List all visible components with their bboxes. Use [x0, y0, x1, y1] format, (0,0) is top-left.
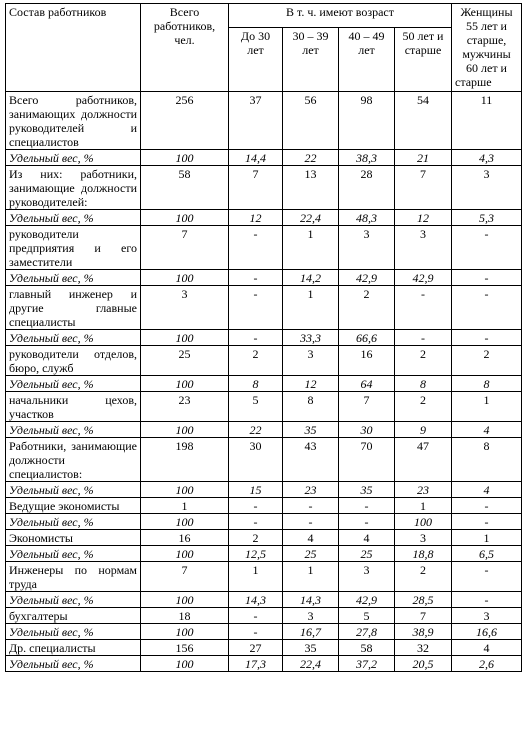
- cell-under-30: -: [229, 498, 283, 514]
- cell-under-30: 37: [229, 92, 283, 150]
- share-row: [6, 546, 522, 562]
- cell-30-39: 35: [283, 640, 339, 656]
- row-label: Удельный вес, %: [6, 624, 141, 640]
- row-label: Удельный вес, %: [6, 210, 141, 226]
- row-label: Работники, занимающие должности специалистов:: [6, 438, 141, 482]
- row-label: Ведущие экономисты: [6, 498, 141, 514]
- cell-women-men: -: [452, 592, 522, 608]
- cell-50-plus: 3: [395, 530, 452, 546]
- cell-women-men: -: [452, 514, 522, 530]
- table-row: [6, 226, 522, 270]
- cell-30-39: 14,3: [283, 592, 339, 608]
- header-total: Всего работников, чел.: [141, 4, 229, 92]
- table-row: [6, 530, 522, 546]
- cell-total: 1: [141, 498, 229, 514]
- cell-50-plus: 2: [395, 392, 452, 422]
- cell-total: 100: [141, 592, 229, 608]
- cell-50-plus: 2: [395, 562, 452, 592]
- cell-total: 100: [141, 624, 229, 640]
- cell-30-39: 8: [283, 392, 339, 422]
- share-row: [6, 656, 522, 672]
- cell-total: 100: [141, 422, 229, 438]
- cell-women-men: -: [452, 330, 522, 346]
- cell-women-men: 8: [452, 376, 522, 392]
- employee-age-table: [5, 3, 522, 672]
- cell-50-plus: 28,5: [395, 592, 452, 608]
- row-label: Из них: работники, занимающие должности руководителей:: [6, 166, 141, 210]
- cell-women-men: 5,3: [452, 210, 522, 226]
- cell-50-plus: 2: [395, 346, 452, 376]
- cell-under-30: -: [229, 514, 283, 530]
- cell-total: 23: [141, 392, 229, 422]
- cell-total: 16: [141, 530, 229, 546]
- cell-50-plus: 7: [395, 166, 452, 210]
- cell-50-plus: 7: [395, 608, 452, 624]
- header-age-under-30: До 30 лет: [229, 28, 283, 92]
- cell-total: 7: [141, 562, 229, 592]
- table-row: [6, 562, 522, 592]
- cell-50-plus: 8: [395, 376, 452, 392]
- header-women-men: Женщины 55 лет и старше, мужчины 60 лет и старше: [452, 4, 522, 92]
- row-label: Инженеры по нормам труда: [6, 562, 141, 592]
- cell-30-39: 25: [283, 546, 339, 562]
- cell-women-men: 8: [452, 438, 522, 482]
- row-label: Др. специалисты: [6, 640, 141, 656]
- cell-women-men: 11: [452, 92, 522, 150]
- cell-30-39: 12: [283, 376, 339, 392]
- cell-under-30: 5: [229, 392, 283, 422]
- cell-total: 100: [141, 546, 229, 562]
- cell-50-plus: 47: [395, 438, 452, 482]
- share-row: [6, 150, 522, 166]
- cell-50-plus: 9: [395, 422, 452, 438]
- cell-40-49: 30: [339, 422, 395, 438]
- cell-40-49: 35: [339, 482, 395, 498]
- row-label: Удельный вес, %: [6, 592, 141, 608]
- cell-40-49: 7: [339, 392, 395, 422]
- cell-total: 25: [141, 346, 229, 376]
- cell-women-men: 1: [452, 392, 522, 422]
- row-label: Удельный вес, %: [6, 330, 141, 346]
- cell-under-30: -: [229, 330, 283, 346]
- cell-30-39: 35: [283, 422, 339, 438]
- cell-total: 18: [141, 608, 229, 624]
- cell-40-49: 16: [339, 346, 395, 376]
- cell-40-49: -: [339, 498, 395, 514]
- document-page: [5, 3, 522, 672]
- cell-30-39: 3: [283, 608, 339, 624]
- cell-total: 100: [141, 656, 229, 672]
- cell-under-30: 1: [229, 562, 283, 592]
- cell-total: 7: [141, 226, 229, 270]
- cell-under-30: 14,4: [229, 150, 283, 166]
- cell-50-plus: -: [395, 286, 452, 330]
- cell-40-49: 5: [339, 608, 395, 624]
- cell-under-30: 27: [229, 640, 283, 656]
- share-row: [6, 376, 522, 392]
- row-label: Удельный вес, %: [6, 376, 141, 392]
- share-row: [6, 330, 522, 346]
- share-row: [6, 270, 522, 286]
- cell-40-49: 38,3: [339, 150, 395, 166]
- cell-under-30: 2: [229, 530, 283, 546]
- cell-women-men: -: [452, 562, 522, 592]
- cell-30-39: -: [283, 514, 339, 530]
- cell-50-plus: 100: [395, 514, 452, 530]
- row-label: начальники цехов, участков: [6, 392, 141, 422]
- header-age-40-49: 40 – 49 лет: [339, 28, 395, 92]
- share-row: [6, 514, 522, 530]
- cell-women-men: 2: [452, 346, 522, 376]
- cell-women-men: 3: [452, 166, 522, 210]
- cell-50-plus: 38,9: [395, 624, 452, 640]
- cell-women-men: 6,5: [452, 546, 522, 562]
- cell-30-39: 43: [283, 438, 339, 482]
- table-row: [6, 392, 522, 422]
- cell-total: 156: [141, 640, 229, 656]
- cell-women-men: 4: [452, 422, 522, 438]
- cell-under-30: -: [229, 624, 283, 640]
- cell-40-49: -: [339, 514, 395, 530]
- row-label: Удельный вес, %: [6, 422, 141, 438]
- cell-women-men: 4: [452, 640, 522, 656]
- cell-40-49: 42,9: [339, 592, 395, 608]
- cell-under-30: 22: [229, 422, 283, 438]
- cell-40-49: 58: [339, 640, 395, 656]
- row-label: Удельный вес, %: [6, 482, 141, 498]
- cell-under-30: 15: [229, 482, 283, 498]
- table-row: [6, 640, 522, 656]
- cell-women-men: 16,6: [452, 624, 522, 640]
- cell-total: 100: [141, 330, 229, 346]
- cell-women-men: -: [452, 286, 522, 330]
- share-row: [6, 624, 522, 640]
- table-row: [6, 438, 522, 482]
- cell-40-49: 3: [339, 226, 395, 270]
- cell-30-39: 1: [283, 286, 339, 330]
- row-label: руководители отделов, бюро, служб: [6, 346, 141, 376]
- cell-30-39: 14,2: [283, 270, 339, 286]
- cell-under-30: 7: [229, 166, 283, 210]
- cell-women-men: 3: [452, 608, 522, 624]
- cell-40-49: 28: [339, 166, 395, 210]
- cell-40-49: 42,9: [339, 270, 395, 286]
- table-row: [6, 166, 522, 210]
- cell-30-39: 1: [283, 226, 339, 270]
- cell-30-39: 23: [283, 482, 339, 498]
- row-label: Удельный вес, %: [6, 514, 141, 530]
- cell-total: 100: [141, 270, 229, 286]
- cell-women-men: -: [452, 498, 522, 514]
- share-row: [6, 592, 522, 608]
- cell-40-49: 4: [339, 530, 395, 546]
- cell-under-30: 12,5: [229, 546, 283, 562]
- cell-30-39: 22,4: [283, 210, 339, 226]
- cell-50-plus: 23: [395, 482, 452, 498]
- cell-50-plus: 3: [395, 226, 452, 270]
- cell-50-plus: 20,5: [395, 656, 452, 672]
- share-row: [6, 210, 522, 226]
- table-row: [6, 498, 522, 514]
- cell-30-39: 22,4: [283, 656, 339, 672]
- cell-40-49: 70: [339, 438, 395, 482]
- cell-under-30: 12: [229, 210, 283, 226]
- cell-women-men: 1: [452, 530, 522, 546]
- header-age-50-plus: 50 лет и старше: [395, 28, 452, 92]
- cell-women-men: 4,3: [452, 150, 522, 166]
- cell-under-30: 17,3: [229, 656, 283, 672]
- cell-total: 100: [141, 482, 229, 498]
- cell-50-plus: 18,8: [395, 546, 452, 562]
- row-label: главный инженер и другие главные специалисты: [6, 286, 141, 330]
- cell-under-30: 2: [229, 346, 283, 376]
- cell-total: 58: [141, 166, 229, 210]
- cell-40-49: 66,6: [339, 330, 395, 346]
- cell-40-49: 27,8: [339, 624, 395, 640]
- table-row: [6, 92, 522, 150]
- cell-40-49: 48,3: [339, 210, 395, 226]
- cell-50-plus: 54: [395, 92, 452, 150]
- header-composition: Состав работников: [6, 4, 141, 92]
- cell-50-plus: 32: [395, 640, 452, 656]
- cell-under-30: -: [229, 226, 283, 270]
- cell-30-39: 4: [283, 530, 339, 546]
- row-label: Удельный вес, %: [6, 270, 141, 286]
- cell-30-39: 13: [283, 166, 339, 210]
- table-row: [6, 608, 522, 624]
- cell-women-men: -: [452, 270, 522, 286]
- share-row: [6, 482, 522, 498]
- cell-50-plus: 1: [395, 498, 452, 514]
- share-row: [6, 422, 522, 438]
- cell-women-men: -: [452, 226, 522, 270]
- row-label: бухгалтеры: [6, 608, 141, 624]
- cell-total: 256: [141, 92, 229, 150]
- cell-50-plus: 42,9: [395, 270, 452, 286]
- table-row: [6, 346, 522, 376]
- cell-40-49: 37,2: [339, 656, 395, 672]
- row-label: Экономисты: [6, 530, 141, 546]
- cell-under-30: -: [229, 270, 283, 286]
- row-label: Удельный вес, %: [6, 546, 141, 562]
- cell-40-49: 3: [339, 562, 395, 592]
- cell-50-plus: 12: [395, 210, 452, 226]
- cell-30-39: 1: [283, 562, 339, 592]
- cell-30-39: 56: [283, 92, 339, 150]
- header-age-group: В т. ч. имеют возраст: [229, 4, 452, 28]
- cell-50-plus: 21: [395, 150, 452, 166]
- cell-total: 3: [141, 286, 229, 330]
- table-body: [6, 92, 522, 672]
- cell-total: 198: [141, 438, 229, 482]
- cell-30-39: 3: [283, 346, 339, 376]
- cell-40-49: 2: [339, 286, 395, 330]
- cell-30-39: -: [283, 498, 339, 514]
- cell-total: 100: [141, 150, 229, 166]
- cell-total: 100: [141, 210, 229, 226]
- cell-total: 100: [141, 376, 229, 392]
- cell-under-30: 30: [229, 438, 283, 482]
- cell-under-30: 8: [229, 376, 283, 392]
- row-label: руководители предприятия и его заместители: [6, 226, 141, 270]
- table-header: [6, 4, 522, 92]
- header-age-30-39: 30 – 39 лет: [283, 28, 339, 92]
- cell-40-49: 98: [339, 92, 395, 150]
- row-label: Удельный вес, %: [6, 150, 141, 166]
- table-row: [6, 286, 522, 330]
- cell-women-men: 2,6: [452, 656, 522, 672]
- row-label: Удельный вес, %: [6, 656, 141, 672]
- cell-40-49: 64: [339, 376, 395, 392]
- cell-women-men: 4: [452, 482, 522, 498]
- cell-total: 100: [141, 514, 229, 530]
- cell-under-30: 14,3: [229, 592, 283, 608]
- row-label: Всего работников, занимающих должности руководителей и специалистов: [6, 92, 141, 150]
- cell-under-30: -: [229, 608, 283, 624]
- cell-40-49: 25: [339, 546, 395, 562]
- cell-30-39: 22: [283, 150, 339, 166]
- cell-30-39: 16,7: [283, 624, 339, 640]
- cell-under-30: -: [229, 286, 283, 330]
- cell-30-39: 33,3: [283, 330, 339, 346]
- cell-50-plus: -: [395, 330, 452, 346]
